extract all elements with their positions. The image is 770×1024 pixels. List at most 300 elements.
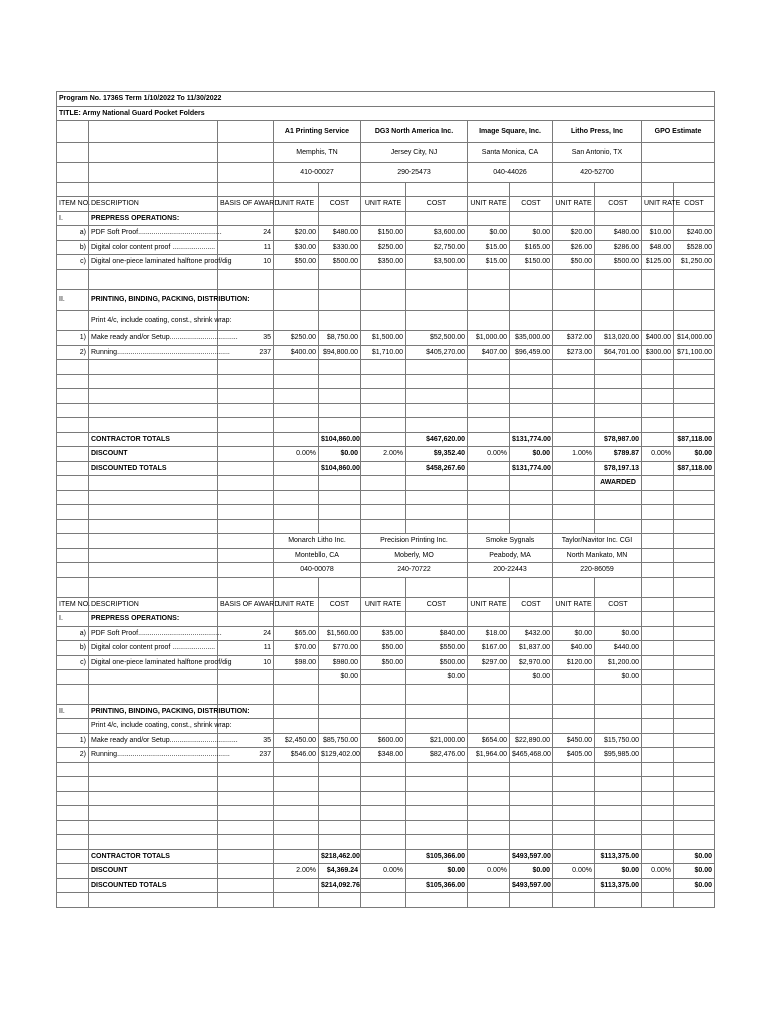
empty-cell — [595, 211, 642, 226]
empty-cell — [319, 806, 361, 821]
empty-cell — [218, 374, 274, 389]
empty-cell — [642, 626, 674, 641]
vendor-code: 410-00027 — [274, 162, 361, 182]
cell — [468, 476, 510, 491]
empty-cell — [406, 684, 468, 704]
cost: $3,600.00 — [406, 226, 468, 241]
cell — [319, 476, 361, 491]
empty-cell — [468, 269, 510, 289]
empty-cell — [595, 791, 642, 806]
sheet-row — [57, 806, 715, 821]
basis-of-award: 237 — [218, 345, 274, 360]
sheet-row — [57, 684, 715, 704]
empty-cell — [642, 548, 674, 563]
empty-cell — [674, 835, 715, 850]
empty-cell — [319, 704, 361, 719]
item-desc: Make ready and/or Setup................................... — [89, 331, 218, 346]
empty-cell — [642, 893, 674, 908]
empty-cell — [319, 211, 361, 226]
discount-pct: 0.00% — [642, 864, 674, 879]
cost: $35,000.00 — [510, 331, 553, 346]
empty-cell — [510, 777, 553, 792]
unit-rate: $1,500.00 — [361, 331, 406, 346]
sheet-row — [57, 719, 715, 734]
cost: $465,468.00 — [510, 748, 553, 763]
item-no: 2) — [57, 748, 89, 763]
empty-cell — [674, 820, 715, 835]
sheet-row — [57, 626, 715, 641]
empty-cell — [553, 893, 595, 908]
empty-cell — [510, 389, 553, 404]
sheet-row — [57, 849, 715, 864]
empty-cell — [89, 374, 218, 389]
empty-cell — [319, 311, 361, 331]
empty-cell — [57, 893, 89, 908]
item-desc: PDF Soft Proof........................................... — [89, 226, 218, 241]
empty-cell — [642, 418, 674, 433]
empty-cell — [406, 269, 468, 289]
empty-cell — [57, 490, 89, 505]
discounted-total: $104,860.00 — [319, 461, 361, 476]
col-header: BASIS OF AWARD — [218, 597, 274, 612]
vendor-code: 040-00078 — [274, 563, 361, 578]
empty-cell — [642, 311, 674, 331]
vendor-city: Montebllo, CA — [274, 548, 361, 563]
empty-cell — [406, 311, 468, 331]
cost: $13,020.00 — [595, 331, 642, 346]
cell — [218, 563, 274, 578]
empty-cell — [674, 719, 715, 734]
empty-cell — [274, 519, 319, 534]
empty-cell — [553, 777, 595, 792]
empty-cell — [674, 704, 715, 719]
empty-cell — [218, 269, 274, 289]
vendor-code — [642, 162, 715, 182]
empty-cell — [274, 505, 319, 520]
empty-cell — [406, 719, 468, 734]
unit-rate: $400.00 — [642, 331, 674, 346]
sheet-row — [57, 461, 715, 476]
empty-cell — [468, 835, 510, 850]
unit-rate: $50.00 — [361, 655, 406, 670]
empty-cell — [319, 182, 361, 197]
contractor-totals-label: CONTRACTOR TOTALS — [89, 849, 218, 864]
sheet-row — [57, 447, 715, 462]
cost: $71,100.00 — [674, 345, 715, 360]
unit-rate: $300.00 — [642, 345, 674, 360]
empty-cell — [510, 182, 553, 197]
empty-cell — [361, 777, 406, 792]
empty-cell — [674, 791, 715, 806]
cost: $480.00 — [319, 226, 361, 241]
empty-cell — [642, 534, 674, 549]
empty-cell — [674, 684, 715, 704]
discount-amount: $0.00 — [595, 864, 642, 879]
cell — [57, 864, 89, 879]
empty-cell — [674, 360, 715, 375]
empty-cell — [218, 577, 274, 597]
empty-cell — [674, 641, 715, 656]
empty-cell — [553, 806, 595, 821]
cost: $980.00 — [319, 655, 361, 670]
sheet-row — [57, 597, 715, 612]
empty-cell — [406, 762, 468, 777]
cell — [468, 670, 510, 685]
item-no: c) — [57, 255, 89, 270]
unit-rate: $20.00 — [553, 226, 595, 241]
empty-cell — [468, 704, 510, 719]
unit-rate: $167.00 — [468, 641, 510, 656]
empty-cell — [361, 893, 406, 908]
discounted-total: $458,267.60 — [406, 461, 468, 476]
empty-cell — [595, 289, 642, 311]
col-header: UNIT RATE — [274, 197, 319, 212]
unit-rate: $250.00 — [361, 240, 406, 255]
empty-cell — [274, 835, 319, 850]
unit-rate: $297.00 — [468, 655, 510, 670]
empty-cell — [468, 762, 510, 777]
contractor-total: $104,860.00 — [319, 432, 361, 447]
vendor-name: GPO Estimate — [642, 121, 715, 143]
empty-cell — [468, 791, 510, 806]
empty-cell — [642, 476, 674, 491]
empty-cell — [642, 505, 674, 520]
vendor-name: A1 Printing Service — [274, 121, 361, 143]
sheet-row — [57, 748, 715, 763]
empty-cell — [89, 820, 218, 835]
empty-cell — [510, 704, 553, 719]
basis-of-award: 24 — [218, 226, 274, 241]
empty-cell — [57, 577, 89, 597]
empty-cell — [510, 820, 553, 835]
empty-cell — [406, 519, 468, 534]
col-header: COST — [319, 197, 361, 212]
item-desc: Make ready and/or Setup................................... — [89, 733, 218, 748]
basis-of-award: 11 — [218, 641, 274, 656]
empty-cell — [406, 820, 468, 835]
empty-cell — [274, 211, 319, 226]
empty-cell — [510, 490, 553, 505]
item-no: b) — [57, 240, 89, 255]
basis-of-award: 11 — [218, 240, 274, 255]
item-no: 2) — [57, 345, 89, 360]
cost: $94,800.00 — [319, 345, 361, 360]
empty-cell — [274, 704, 319, 719]
cost: $64,701.00 — [595, 345, 642, 360]
cell — [57, 461, 89, 476]
empty-cell — [642, 360, 674, 375]
sheet-row — [57, 289, 715, 311]
cell — [89, 476, 218, 491]
discount-pct: 2.00% — [274, 864, 319, 879]
cell — [89, 563, 218, 578]
empty-cell — [642, 762, 674, 777]
empty-cell — [468, 612, 510, 627]
empty-cell — [642, 577, 674, 597]
empty-cell — [468, 893, 510, 908]
unit-rate: $348.00 — [361, 748, 406, 763]
empty-cell — [595, 684, 642, 704]
empty-cell — [274, 684, 319, 704]
cell — [218, 142, 274, 162]
empty-cell — [319, 777, 361, 792]
empty-cell — [674, 733, 715, 748]
empty-cell — [89, 182, 218, 197]
empty-cell — [406, 211, 468, 226]
vendor-city: Jersey City, NJ — [361, 142, 468, 162]
discounted-total: $493,597.00 — [510, 878, 553, 893]
empty-cell — [468, 820, 510, 835]
sheet-row — [57, 92, 715, 107]
empty-cell — [218, 519, 274, 534]
col-header: COST — [319, 597, 361, 612]
cell — [57, 878, 89, 893]
discount-pct: 2.00% — [361, 447, 406, 462]
empty-cell — [642, 777, 674, 792]
cell — [553, 670, 595, 685]
cell — [642, 461, 674, 476]
cell — [57, 121, 89, 143]
cell — [274, 670, 319, 685]
col-header: ITEM NO. — [57, 597, 89, 612]
col-header: UNIT RATE — [468, 597, 510, 612]
empty-cell — [468, 211, 510, 226]
cell — [218, 548, 274, 563]
empty-cell — [674, 374, 715, 389]
contractor-total: $0.00 — [674, 849, 715, 864]
sheet-row — [57, 612, 715, 627]
vendor-name: Taylor/Navitor Inc. CGI — [553, 534, 642, 549]
cell — [218, 534, 274, 549]
contractor-total: $87,118.00 — [674, 432, 715, 447]
empty-cell — [595, 835, 642, 850]
unit-rate: $546.00 — [274, 748, 319, 763]
discount-pct: 0.00% — [468, 447, 510, 462]
empty-cell — [361, 182, 406, 197]
empty-cell — [553, 182, 595, 197]
awarded-label: AWARDED — [595, 476, 642, 491]
discounted-total: $214,092.76 — [319, 878, 361, 893]
contractor-total: $218,462.00 — [319, 849, 361, 864]
unit-rate: $50.00 — [361, 641, 406, 656]
discount-pct: 0.00% — [361, 864, 406, 879]
empty-cell — [406, 374, 468, 389]
empty-cell — [510, 374, 553, 389]
discount-amount: $0.00 — [510, 447, 553, 462]
discount-pct: 0.00% — [642, 447, 674, 462]
cost: $15,750.00 — [595, 733, 642, 748]
empty-cell — [595, 505, 642, 520]
empty-cell — [89, 505, 218, 520]
unit-rate: $50.00 — [274, 255, 319, 270]
vendor-name: Precision Printing Inc. — [361, 534, 468, 549]
empty-cell — [595, 418, 642, 433]
cost: $14,000.00 — [674, 331, 715, 346]
empty-cell — [406, 389, 468, 404]
empty-cell — [553, 577, 595, 597]
cell — [57, 432, 89, 447]
empty-cell — [642, 403, 674, 418]
sheet-row — [57, 162, 715, 182]
discounted-total: $78,197.13 — [595, 461, 642, 476]
cost: $500.00 — [406, 655, 468, 670]
empty-cell — [218, 820, 274, 835]
sheet-row — [57, 762, 715, 777]
empty-cell — [89, 777, 218, 792]
empty-cell — [274, 777, 319, 792]
col-header: BASIS OF AWARD — [218, 197, 274, 212]
item-desc: Digital one-piece laminated halftone proof/dig — [89, 255, 218, 270]
sheet-row — [57, 733, 715, 748]
empty-cell — [406, 577, 468, 597]
item-no: 1) — [57, 733, 89, 748]
unit-rate: $15.00 — [468, 240, 510, 255]
discount-amount: $789.87 — [595, 447, 642, 462]
item-no: 1) — [57, 331, 89, 346]
cost: $240.00 — [674, 226, 715, 241]
empty-cell — [274, 389, 319, 404]
cost: $129,402.00 — [319, 748, 361, 763]
contractor-total: $467,620.00 — [406, 432, 468, 447]
empty-cell — [218, 791, 274, 806]
cell — [57, 311, 89, 331]
empty-cell — [510, 269, 553, 289]
empty-cell — [218, 182, 274, 197]
discount-pct: 1.00% — [553, 447, 595, 462]
empty-cell — [361, 835, 406, 850]
unit-rate: $125.00 — [642, 255, 674, 270]
unit-rate: $407.00 — [468, 345, 510, 360]
empty-cell — [218, 684, 274, 704]
cost: $0.00 — [510, 226, 553, 241]
col-header: COST — [595, 197, 642, 212]
empty-cell — [319, 612, 361, 627]
empty-cell — [468, 403, 510, 418]
section-number: I. — [57, 211, 89, 226]
cost: $1,250.00 — [674, 255, 715, 270]
empty-cell — [510, 289, 553, 311]
vendor-name: Monarch Litho Inc. — [274, 534, 361, 549]
cell — [468, 432, 510, 447]
empty-cell — [361, 418, 406, 433]
empty-cell — [406, 704, 468, 719]
unit-rate: $600.00 — [361, 733, 406, 748]
empty-cell — [274, 403, 319, 418]
cell — [218, 162, 274, 182]
empty-cell — [642, 670, 674, 685]
col-header: COST — [674, 197, 715, 212]
unit-rate: $2,450.00 — [274, 733, 319, 748]
unit-rate: $450.00 — [553, 733, 595, 748]
cost: $3,500.00 — [406, 255, 468, 270]
empty-cell — [642, 684, 674, 704]
vendor-city: North Mankato, MN — [553, 548, 642, 563]
vendor-city: Peabody, MA — [468, 548, 553, 563]
cell — [218, 878, 274, 893]
empty-cell — [274, 289, 319, 311]
empty-cell — [57, 360, 89, 375]
empty-cell — [218, 403, 274, 418]
empty-cell — [274, 791, 319, 806]
sheet-row — [57, 418, 715, 433]
empty-cell — [89, 519, 218, 534]
empty-cell — [674, 655, 715, 670]
vendor-name: Smoke Sygnals — [468, 534, 553, 549]
col-header: COST — [595, 597, 642, 612]
empty-cell — [57, 835, 89, 850]
cell — [642, 878, 674, 893]
cell — [57, 534, 89, 549]
empty-cell — [595, 612, 642, 627]
unit-rate: $1,000.00 — [468, 331, 510, 346]
sheet-row — [57, 655, 715, 670]
empty-cell — [468, 374, 510, 389]
empty-cell — [510, 519, 553, 534]
empty-cell — [218, 893, 274, 908]
empty-cell — [642, 835, 674, 850]
empty-cell — [406, 289, 468, 311]
cell — [57, 670, 89, 685]
empty-cell — [553, 684, 595, 704]
empty-cell — [218, 806, 274, 821]
empty-cell — [553, 269, 595, 289]
cell — [406, 476, 468, 491]
cost: $480.00 — [595, 226, 642, 241]
empty-cell — [319, 289, 361, 311]
empty-cell — [218, 612, 274, 627]
basis-of-award: 10 — [218, 255, 274, 270]
empty-cell — [89, 893, 218, 908]
empty-cell — [361, 289, 406, 311]
empty-cell — [361, 791, 406, 806]
cell — [361, 878, 406, 893]
cell — [361, 670, 406, 685]
cell — [553, 849, 595, 864]
empty-cell — [406, 490, 468, 505]
empty-cell — [57, 418, 89, 433]
sheet-row — [57, 704, 715, 719]
sheet-row — [57, 331, 715, 346]
cost: $330.00 — [319, 240, 361, 255]
cell — [218, 121, 274, 143]
unit-rate: $65.00 — [274, 626, 319, 641]
empty-cell — [510, 311, 553, 331]
item-desc: Digital one-piece laminated halftone proof/dig — [89, 655, 218, 670]
sheet-row — [57, 476, 715, 491]
empty-cell — [510, 684, 553, 704]
empty-cell — [361, 311, 406, 331]
basis-of-award: 237 — [218, 748, 274, 763]
vendor-code: 220-86059 — [553, 563, 642, 578]
cost: $2,970.00 — [510, 655, 553, 670]
cell — [274, 878, 319, 893]
empty-cell — [468, 777, 510, 792]
empty-cell — [319, 519, 361, 534]
col-header: DESCRIPTION — [89, 197, 218, 212]
empty-cell — [361, 612, 406, 627]
empty-cell — [319, 893, 361, 908]
empty-cell — [595, 820, 642, 835]
item-desc: Running.......................................................... — [89, 345, 218, 360]
empty-cell — [674, 597, 715, 612]
unit-rate: $0.00 — [468, 226, 510, 241]
basis-of-award: 35 — [218, 331, 274, 346]
empty-cell — [674, 777, 715, 792]
vendor-code: 240-70722 — [361, 563, 468, 578]
empty-cell — [595, 577, 642, 597]
sheet-row — [57, 820, 715, 835]
discounted-total: $0.00 — [674, 878, 715, 893]
